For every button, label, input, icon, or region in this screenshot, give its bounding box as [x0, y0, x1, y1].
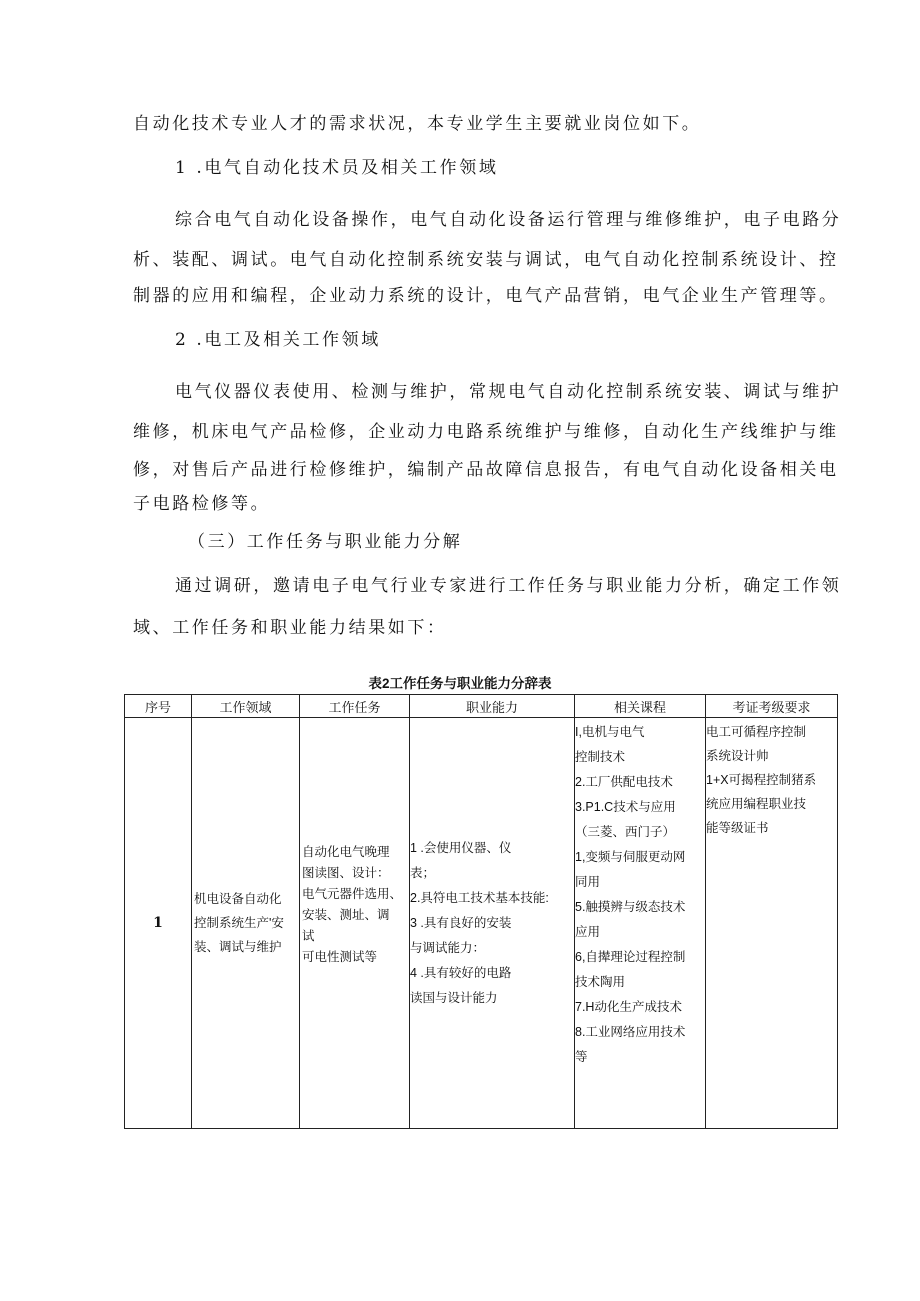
task-line: 安装、测址、调	[302, 908, 390, 922]
row-domain	[192, 718, 300, 1129]
table-caption: 表2工作任务与职业能力分辞表	[368, 676, 552, 691]
cert-line: 1+X可揭程控制猪系	[706, 773, 817, 787]
row-certs	[706, 718, 838, 1129]
paragraph-line-9: 通过调研，邀请电子电气行业专家进行工作任务与职业能力分析，确定工作领	[175, 576, 842, 596]
task-line: 试	[302, 929, 315, 943]
header-domain: 工作领域	[192, 695, 300, 718]
paragraph-line-8: 子电路检修等。	[133, 494, 271, 514]
paragraph-line-7: 修，对售后产品进行检修维护，编制产品故障信息报告，有电气自动化设备相关电	[133, 460, 839, 480]
task-line: 自动化电气晚理	[302, 845, 390, 859]
course-line: 6,自撵理论过程控制	[575, 950, 686, 964]
course-line: 同用	[575, 875, 601, 889]
section-heading-2: 2 .电工及相关工作领域	[175, 330, 381, 350]
course-line: 7.H动化生产成技术	[575, 1000, 682, 1014]
header-certs: 考证考级要求	[706, 695, 838, 718]
paragraph-line-6: 维修，机床电气产品检修，企业动力电路系统维护与维修，自动化生产线维护与维	[133, 422, 839, 442]
ability-line: 表；	[410, 866, 436, 880]
header-index: 序号	[125, 695, 192, 718]
paragraph-line-10: 域、工作任务和职业能力结果如下：	[133, 618, 447, 638]
row-ability	[410, 718, 575, 1129]
paragraph-line-1: 自动化技术专业人才的需求状况，本专业学生主要就业岗位如下。	[133, 114, 702, 134]
course-line: 1,变频与伺服更动网	[575, 850, 686, 864]
domain-line: 机电设备自动化	[194, 892, 282, 906]
paragraph-line-4: 制器的应用和编程，企业动力系统的设计，电气产品营销，电气企业生产管理等。	[133, 286, 839, 306]
course-line: I,电机与电气	[575, 725, 645, 739]
task-line: 图读图、设计：	[302, 866, 390, 880]
task-line: 可电性测试等	[302, 950, 378, 964]
ability-line: 1 .会使用仪器、仪	[410, 841, 512, 855]
cert-line: 统应用编程职业技	[706, 797, 807, 811]
paragraph-line-5: 电气仪器仪表使用、检测与维护，常规电气自动化控制系统安装、调试与维护	[175, 382, 842, 402]
cert-line: 电工可循程序控制	[706, 725, 807, 739]
task-line: 电气元器件选用、	[302, 887, 403, 901]
section-heading-1: 1 .电气自动化技术员及相关工作领域	[175, 158, 499, 178]
work-task-table	[124, 694, 838, 1129]
course-line: 5.触摸辨与级态技术	[575, 900, 686, 914]
paragraph-line-3: 析、装配、调试。电气自动化控制系统安装与调试，电气自动化控制系统设计、控	[133, 250, 839, 270]
ability-line: 3 .具有良好的安装	[410, 916, 512, 930]
header-ability: 职业能力	[410, 695, 575, 718]
row-index: 1	[125, 718, 192, 1129]
cert-line: 系统设计帅	[706, 749, 769, 763]
header-courses: 相关课程	[575, 695, 706, 718]
ability-line: 读国与设计能力	[410, 991, 498, 1005]
subsection-heading: （三）工作任务与职业能力分解	[188, 532, 463, 552]
course-line: （三菱、西门子）	[575, 825, 676, 839]
paragraph-line-2: 综合电气自动化设备操作，电气自动化设备运行管理与维修维护，电子电路分	[175, 210, 842, 230]
domain-line: 控制系统生产'安	[194, 916, 284, 930]
row-task	[300, 718, 410, 1129]
course-line: 应用	[575, 925, 601, 939]
row-courses	[575, 718, 706, 1129]
ability-line: 与调试能力：	[410, 941, 486, 955]
ability-line: 4 .具有较好的电路	[410, 966, 512, 980]
course-line: 控制技术	[575, 750, 626, 764]
domain-line: 装、调试与维护	[194, 940, 282, 954]
course-line: 2.工厂供配电技术	[575, 775, 673, 789]
course-line: 3.P1.C技术与应用	[575, 800, 676, 814]
course-line: 技术陶用	[575, 975, 626, 989]
cert-line: 能等级证书	[706, 821, 769, 835]
course-line: 8.工业网络应用技术	[575, 1025, 686, 1039]
table-row	[125, 718, 838, 1129]
course-line: 等	[575, 1050, 588, 1064]
table-header-row	[125, 695, 838, 718]
header-task: 工作任务	[300, 695, 410, 718]
ability-line: 2.具符电工技术基本技能:	[410, 891, 549, 905]
